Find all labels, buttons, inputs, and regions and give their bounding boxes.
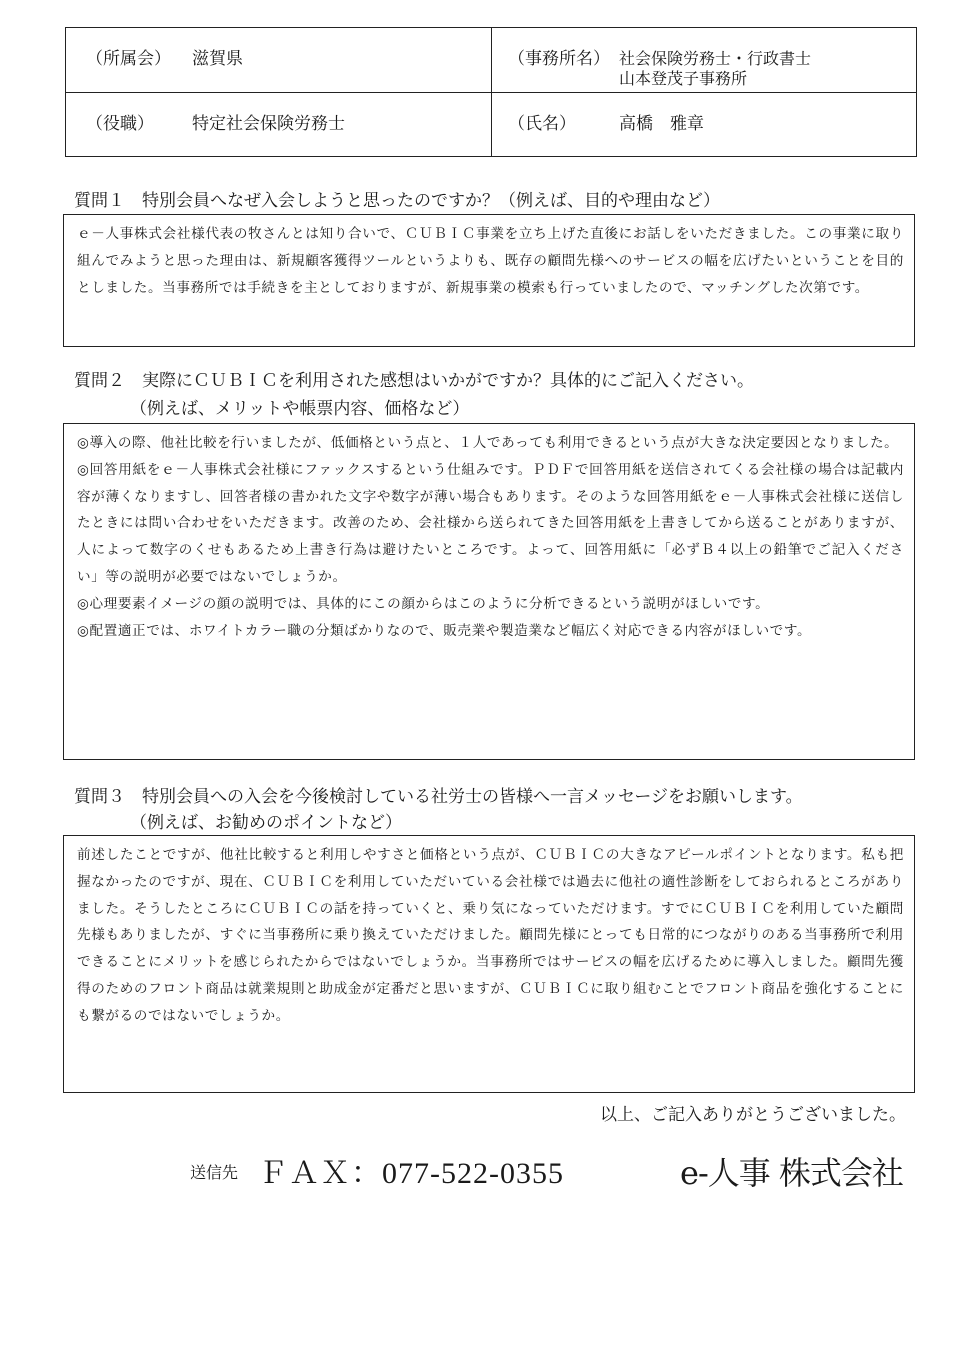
question-3-answer-box (63, 835, 915, 1093)
table-divider-horizontal (66, 92, 916, 93)
closing-message: 以上、ご記入ありがとうございました。 (600, 1105, 906, 1125)
question-2-answer (77, 430, 904, 644)
question-2-answer-box (63, 423, 915, 760)
question-1-heading: 質問１ 特別会員へなぜ入会しようと思ったのですか？（例えば、目的や理由など） (74, 191, 720, 211)
question-2-paragraph: ◎導入の際、他社比較を行いましたが、低価格という点と、１人であっても利用できるという点が大きな決定要因となりました。 (77, 435, 899, 451)
question-2-heading: 質問２ 実際にＣＵＢＩＣを利用された感想はいかがですか？具体的にご記入ください。 (74, 371, 754, 391)
name-value: 高橋 雅章 (619, 114, 704, 134)
question-2-sub: （例えば、メリットや帳票内容、価格など） (130, 399, 470, 419)
fax-number: ＦＡＸ：077-522-0355 (258, 1157, 564, 1190)
company-name: e-人事 株式会社 (680, 1154, 903, 1192)
question-2-paragraph: ◎配置適正では、ホワイトカラー職の分類ばかりなので、販売業や製造業など幅広く対応できる内容がほしいです。 (77, 622, 812, 639)
office-value-line1: 社会保険労務士・行政書士 (619, 49, 812, 68)
question-2-paragraph: ◎回答用紙をｅ－人事株式会社様にファックスするという仕組みです。ＰＤＦで回答用紙を送信されてくる会社様の場合は記載内容が薄くなりますし、回答者様の書かれた文字や数字が薄い場合もあります。そのような回答用紙をｅ－人事株式会社様に送信したときには問い合わせをいただきます。改善のため、会社様から送られてきた回答用紙を上書きしてから送ることがありますが、人によって数字のくせもあるため上書き行為は避けたいところです。よって、回答用紙に「必ずＢ４以上の鉛筆でご記入ください」等の説明が必要ではないでしょうか。 (77, 461, 904, 585)
position-label: （役職） (86, 114, 154, 134)
question-2-paragraph: ◎心理要素イメージの顔の説明では、具体的にこの顔からはこのように分析できるという説明がほしいです。 (77, 595, 770, 612)
office-label: （事務所名） (508, 49, 610, 69)
office-value-line2: 山本登茂子事務所 (619, 69, 748, 88)
name-label: （氏名） (508, 114, 576, 134)
position-value: 特定社会保険労務士 (192, 114, 345, 134)
question-1-answer-box (63, 214, 915, 347)
question-3-answer: 前述したことですが、他社比較すると利用しやすさと価格という点が、ＣＵＢＩＣの大きなアピールポイントとなります。私も把握なかったのですが、現在、ＣＵＢＩＣを利用していただいている会社様では過去に他社の適性診断をしておられるところがありました。そうしたところにＣＵＢＩＣの話を持っていくと、乗り気になっていただけます。すでにＣＵＢＩＣを利用していた顧問先様もありましたが、すぐに当事務所に乗り換えていただけました。顧問先様にとっても日常的につながりのある当事務所で利用できることにメリットを感じられたからではないでしょうか。当事務所ではサービスの幅を広げるために導入しました。顧問先獲得のためのフロント商品は就業規則と助成金が定番だと思いますが、ＣＵＢＩＣに取り組むことでフロント商品を強化することにも繋がるのではないでしょうか。 (77, 847, 904, 1024)
fax-prefix-label: 送信先 (190, 1163, 239, 1182)
question-1-answer: ｅ－人事株式会社様代表の牧さんとは知り合いで、ＣＵＢＩＣ事業を立ち上げた直後にお話しをいただきました。この事業に取り組んでみようと思った理由は、新規顧客獲得ツールというよりも、既存の顧問先様へのサービスの幅を広げたいということを目的としました。当事務所では手続きを主としておりますが、新規事業の模索も行っていましたので、マッチングした次第です。 (77, 226, 904, 296)
question-3-heading: 質問３ 特別会員への入会を今後検討している社労士の皆様へ一言メッセージをお願いします。 (74, 787, 803, 807)
question-3-sub: （例えば、お勧めのポイントなど） (130, 813, 402, 833)
respondent-info-table (65, 27, 917, 157)
affiliation-label: （所属会） (86, 49, 171, 69)
affiliation-value: 滋賀県 (192, 49, 243, 69)
